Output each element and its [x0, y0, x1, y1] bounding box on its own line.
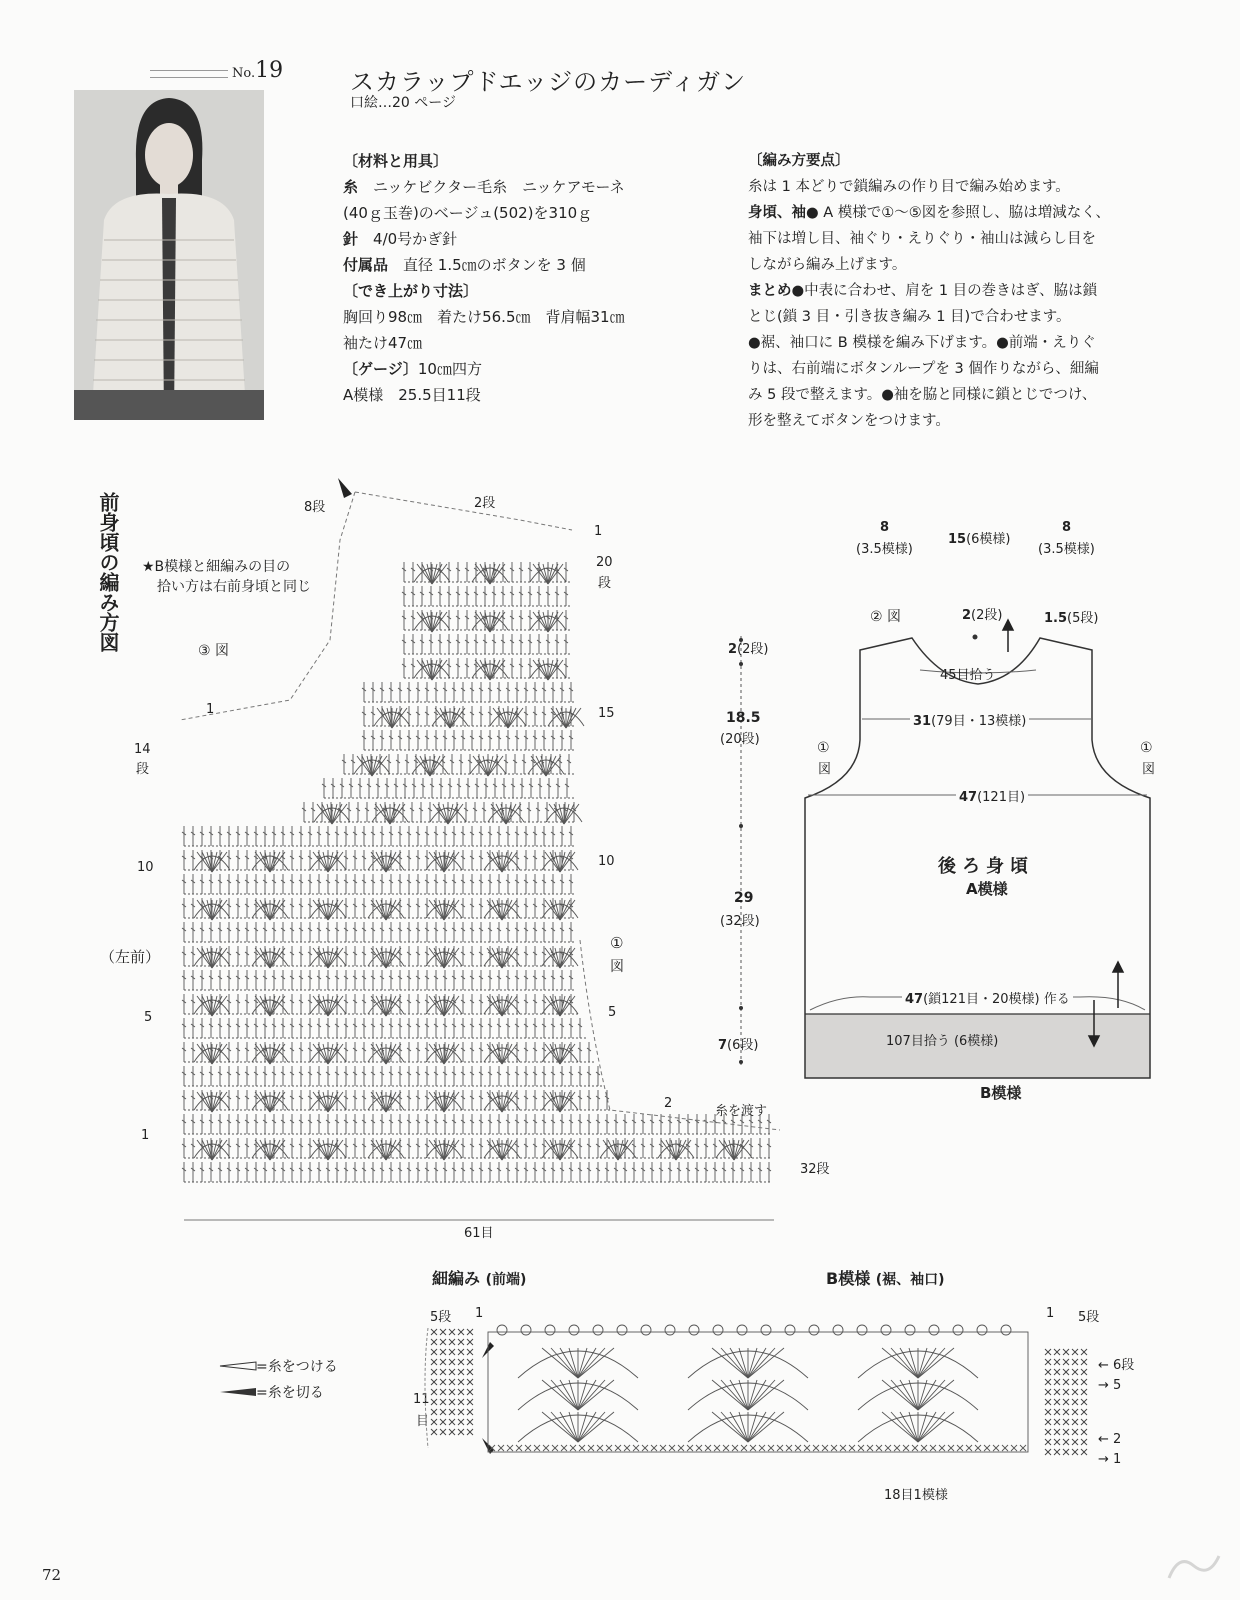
row-5-left: 5 — [144, 1010, 153, 1025]
chart-note-1: ★B模様と細編みの目の — [142, 559, 291, 575]
row-1-left: 1 — [206, 702, 215, 717]
bust-width: 47(121目) — [956, 786, 1028, 805]
row-14-unit: 段 — [136, 762, 150, 777]
back-name: 後ろ身頃 — [938, 856, 1034, 877]
instr-line: み 5 段で整えます。●袖を脇と同様に鎖とじでつけ、 — [748, 387, 1097, 403]
shoulder-depth: 1.5(5段) — [1044, 611, 1099, 626]
b-row-2: ← 2 — [1098, 1432, 1122, 1447]
b-stitch-chart — [478, 1318, 1038, 1458]
back-top-center: 15(6模様) — [948, 532, 1011, 547]
dim-29: 29 — [734, 890, 754, 906]
instr-line: ●裾、袖口に B 模様を編み下げます。●前端・えりぐ — [748, 335, 1096, 351]
back-top-left-pattern: (3.5模様) — [856, 542, 913, 557]
fig1-right: ① — [1140, 740, 1153, 756]
ornament — [150, 70, 228, 78]
row-20: 20 — [596, 555, 613, 570]
sc-row-5: 5段 — [430, 1310, 452, 1325]
watermark — [1164, 1548, 1224, 1588]
row-15: 15 — [598, 706, 615, 721]
hem-pattern: B模様 — [980, 1084, 1022, 1102]
fig1-label-2: 図 — [610, 959, 624, 975]
materials-block — [343, 148, 723, 408]
thread-carry-label: 糸を渡す — [715, 1104, 768, 1119]
instr-line: りは、右前端にボタンループを 3 個作りながら、細編 — [748, 361, 1099, 377]
hem-pickup: 107目拾う (6模様) — [886, 1034, 999, 1049]
b-row-1: → 1 — [1098, 1452, 1122, 1467]
instr-line: まとめ●中表に合わせ、肩を 1 目の巻きはぎ、脇は鎖 — [748, 283, 1098, 299]
dim-29-rows: (32段) — [720, 914, 760, 929]
cut-thread-icon — [218, 1386, 258, 1398]
materials-heading: 〔材料と用具〕 — [343, 152, 449, 170]
fig1-left: ① — [817, 740, 830, 756]
gauge-line: 〔ゲージ〕10㎝四方 — [343, 360, 482, 378]
yarn-line-2: (40ｇ玉巻)のベージュ(502)を310ｇ — [343, 204, 593, 222]
dim-2: 2(2段) — [728, 642, 769, 657]
gauge-line-2: A模様 25.5目11段 — [343, 386, 481, 404]
fig1-right-2: 図 — [1142, 762, 1156, 777]
b-row-5: → 5 — [1098, 1378, 1122, 1393]
vertical-dimension-line — [736, 636, 746, 1066]
row-2-bottom: 2 — [664, 1096, 673, 1111]
fig3-label: ③ 図 — [198, 643, 230, 659]
sc-title: 細編み (前端) — [432, 1269, 527, 1288]
instr-line: 糸は 1 本どりで鎖編みの作り目で編み始めます。 — [748, 179, 1070, 195]
row-5-right: 5 — [608, 1005, 617, 1020]
row-10-right: 10 — [598, 854, 615, 869]
row-8: 8段 — [304, 500, 326, 515]
row-2-top: 2段 — [474, 496, 496, 511]
row-32: 32段 — [800, 1162, 830, 1177]
front-chart-title: 前身頃の編み方図 — [96, 492, 120, 652]
neck-pickup: 45目拾う — [940, 668, 996, 683]
shoulder-width: 31(79目・13模様) — [910, 710, 1029, 729]
b-row-6: ← 6段 — [1098, 1358, 1135, 1373]
instr-line: しながら編み上げます。 — [748, 257, 907, 273]
b-row-1-top: 1 — [1046, 1306, 1055, 1321]
chain-count: 47(鎖121目・20模様) 作る — [902, 988, 1073, 1007]
instr-line: 身頃、袖● A 模様で①〜⑤図を参照し、脇は増減なく、 — [748, 205, 1111, 221]
instr-line: 形を整えてボタンをつけます。 — [748, 413, 950, 429]
dim-18-5: 18.5 — [726, 710, 761, 726]
b-chart-title: B模様 (裾、袖口) — [826, 1269, 945, 1288]
row-1-top: 1 — [594, 524, 603, 539]
pattern-number: No.19 — [232, 58, 284, 83]
fig2-label: ② 図 — [870, 609, 902, 625]
dim-18-5-rows: (20段) — [720, 732, 760, 747]
front-stitch-chart — [140, 470, 780, 1230]
model-figure — [74, 90, 264, 420]
side-label: （左前） — [100, 948, 161, 966]
b-row-5-top: 5段 — [1078, 1310, 1100, 1325]
instr-line: 袖下は増し目、袖ぐり・えりぐり・袖山は減らし目を — [748, 231, 1096, 247]
back-schematic — [800, 600, 1200, 1080]
instructions-heading: 〔編み方要点〕 — [748, 153, 850, 169]
page-subtitle: 口絵…20 ページ — [350, 95, 456, 111]
back-top-right: 8 — [1062, 520, 1072, 535]
row-10-left: 10 — [137, 860, 154, 875]
dim-7: 7(6段) — [718, 1038, 759, 1053]
size-heading: 〔でき上がり寸法〕 — [343, 282, 479, 300]
row-1-bottom: 1 — [141, 1128, 150, 1143]
instr-line: とじ(鎖 3 目・引き抜き編み 1 目)で合わせます。 — [748, 309, 1071, 325]
legend-cut: =糸を切る — [256, 1385, 324, 1401]
yarn-line: 糸 ニッケビクター毛糸 ニッケアモーネ — [343, 178, 625, 196]
row-20-unit: 段 — [598, 576, 612, 591]
size-line-1: 胸回り98㎝ 着たけ56.5㎝ 背肩幅31㎝ — [343, 308, 625, 326]
back-pattern: A模様 — [966, 880, 1008, 898]
row-14: 14 — [134, 742, 151, 757]
stitch-count-61: 61目 — [464, 1226, 494, 1241]
size-line-2: 袖たけ47㎝ — [343, 334, 423, 352]
back-top-right-pattern: (3.5模様) — [1038, 542, 1095, 557]
chart-note-2: 拾い方は右前身頃と同じ — [157, 579, 311, 595]
back-top-left: 8 — [880, 520, 890, 535]
neck-depth: 2(2段) — [962, 608, 1003, 623]
notions-line: 付属品 直径 1.5㎝のボタンを 3 個 — [343, 256, 586, 274]
instructions-block — [748, 148, 1208, 434]
model-photo — [74, 90, 264, 420]
fig1-label: ① — [610, 934, 624, 952]
fig1-left-2: 図 — [818, 762, 832, 777]
repeat-label: 18目1模様 — [884, 1488, 948, 1503]
legend-attach: =糸をつける — [256, 1359, 338, 1375]
page-number: 72 — [42, 1566, 62, 1584]
sc-stitches: 11 — [413, 1392, 430, 1407]
sc-row-1: 1 — [475, 1306, 484, 1321]
sc-stitches-unit: 目 — [416, 1414, 430, 1429]
attach-thread-icon — [218, 1360, 258, 1372]
page-title: スカラップドエッジのカーディガン — [350, 68, 747, 96]
hook-line: 針 4/0号かぎ針 — [343, 230, 458, 248]
